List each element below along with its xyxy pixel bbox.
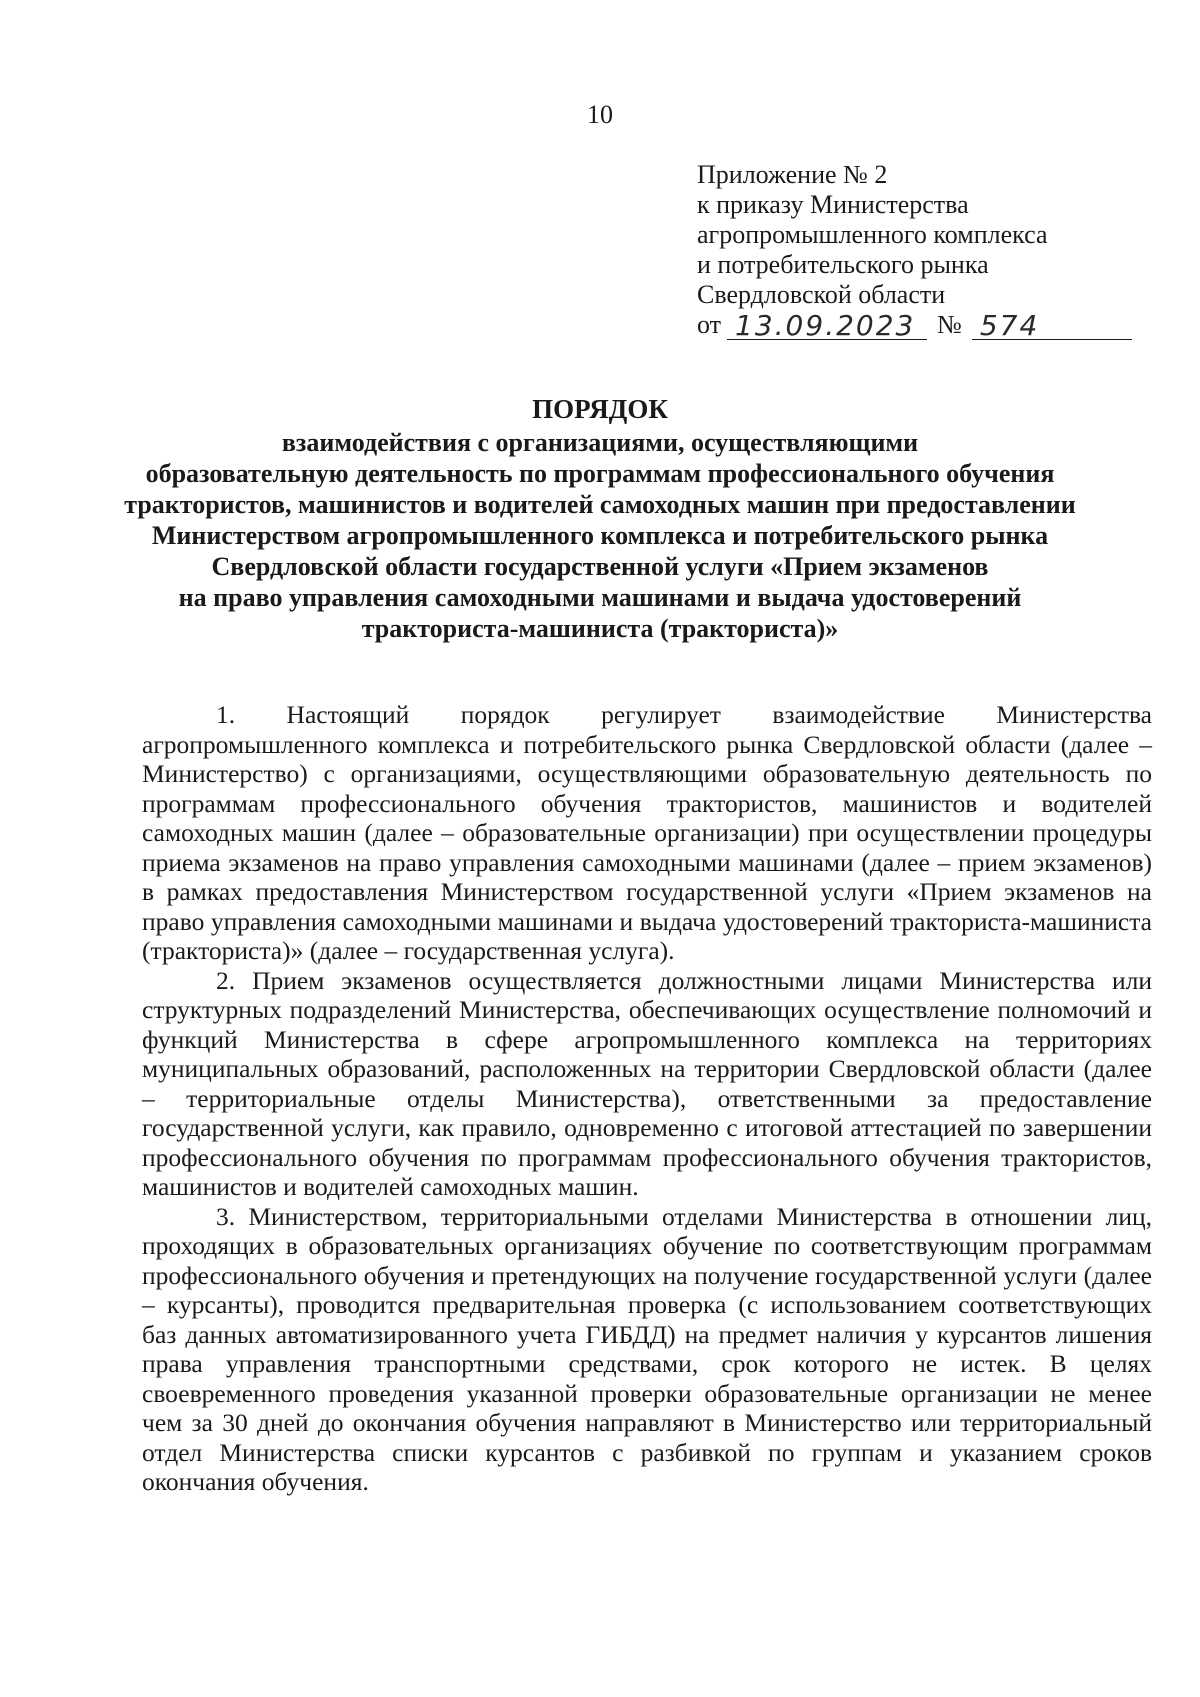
appendix-line: агропромышленного комплекса (697, 220, 1048, 249)
page-number: 10 (587, 100, 613, 129)
title-line: образовательную деятельность по программам профессионального обучения (145, 459, 1055, 488)
paragraph-3: 3. Министерством, территориальными отделами Министерства в отношении лиц, проходящих в образовательных организациях обучение по соответствующим программам профессионального обучения и претендующих на получение государственной услуги (далее – курсанты), проводится предварительная проверка (с использованием соответствующих баз данных автоматизированного учета ГИБДД) на предмет наличия у курсантов лишения права управления транспортными средствами, срок которого не истек. В целях своевременного проведения указанной проверки образовательные организации не менее чем за 30 дней до окончания обучения направляют в Министерство или территориальный отдел Министерства списки курсантов с разбивкой по группам и указанием сроков окончания обучения. (142, 1201, 1152, 1496)
document-body (142, 700, 1152, 1497)
appendix-line: Приложение № 2 (697, 160, 888, 189)
document-title (100, 394, 1100, 644)
handwritten-number: 574 (972, 312, 1132, 340)
title-line: Свердловской области государственной услуги «Прием экзаменов (211, 552, 989, 581)
title-line: взаимодействия с организациями, осуществляющими (281, 428, 919, 457)
paragraph-1: 1. Настоящий порядок регулирует взаимодействие Министерства агропромышленного комплекса и потребительского рынка Свердловской области (далее – Министерство) с организациями, осуществляющими образовательную деятельность по программам профессионального обучения трактористов, машинистов и водителей самоходных машин (далее – образовательные организации) при осуществлении процедуры приема экзаменов на право управления самоходными машинами (далее – прием экзаменов) в рамках предоставления Министерством государственной услуги «Прием экзаменов на право управления самоходными машинами и выдача удостоверений тракториста-машиниста (тракториста)» (далее – государственная услуга). (142, 700, 1152, 965)
order-date-number-line (697, 310, 1137, 340)
appendix-line: и потребительского рынка (697, 250, 989, 279)
title-line: Министерством агропромышленного комплекса и потребительского рынка (151, 521, 1049, 550)
from-label: от (697, 310, 722, 339)
number-label: № (937, 310, 962, 339)
handwritten-date: 13.09.2023 (727, 312, 927, 340)
appendix-line: Свердловской области (697, 280, 946, 309)
title-main: ПОРЯДОК (532, 394, 668, 424)
title-line: на право управления самоходными машинами и выдача удостоверений (178, 583, 1022, 612)
title-line: трактористов, машинистов и водителей самоходных машин при предоставлении (124, 490, 1076, 519)
appendix-line: к приказу Министерства (697, 190, 969, 219)
title-line: тракториста-машиниста (тракториста)» (361, 614, 839, 643)
appendix-header (697, 160, 1137, 340)
paragraph-2: 2. Прием экзаменов осуществляется должностными лицами Министерства или структурных подразделений Министерства, обеспечивающих осуществление полномочий и функций Министерства в сфере агропромышленного комплекса на территориях муниципальных образований, расположенных на территории Свердловской области (далее – территориальные отделы Министерства), ответственными за предоставление государственной услуги, как правило, одновременно с итоговой аттестацией по завершении профессионального обучения по программам профессионального обучения трактористов, машинистов и водителей самоходных машин. (142, 965, 1152, 1201)
